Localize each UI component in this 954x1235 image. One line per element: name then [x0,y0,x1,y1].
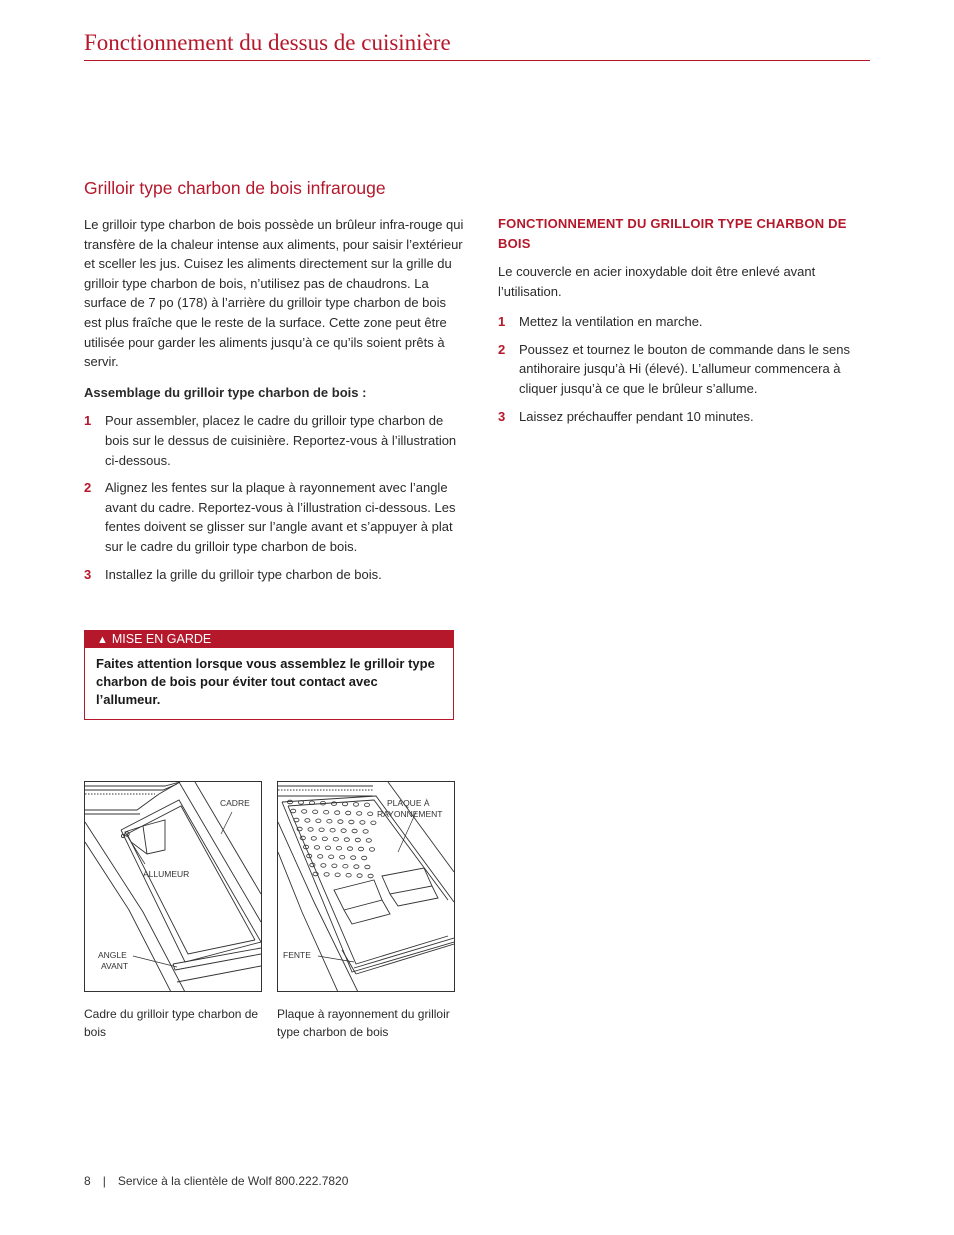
plate-hole [363,830,368,834]
plate-hole [313,810,318,814]
title-rule [84,60,870,61]
plate-hole [346,811,351,815]
step-number: 1 [84,413,92,429]
plate-hole [341,829,346,833]
plate-hole [305,819,310,823]
plate-hole [308,828,313,832]
plate-hole [318,855,323,859]
operation-intro: Le couvercle en acier inoxydable doit être enlevé avant l’utilisation. [498,264,816,299]
step-text: Laissez préchauffer pendant 10 minutes. [519,408,754,424]
plate-drawing [278,782,454,991]
plate-hole [291,809,296,813]
plate-hole [355,838,360,842]
plate-hole [349,820,354,824]
footer-text: Service à la clientèle de Wolf 800.222.7820 [117,1174,349,1188]
left-column [84,215,466,592]
plate-hole [353,803,358,807]
step-number: 1 [498,314,506,330]
label-avant: AVANT [101,961,129,971]
right-column [498,214,870,434]
warning-label: MISE EN GARDE [111,632,212,646]
plate-hole [364,803,369,807]
plate-hole [346,873,351,877]
plate-hole [352,829,357,833]
step-number: 2 [498,341,506,357]
plate-hole [362,856,367,860]
plate-hole [321,864,326,868]
plate-hole [324,873,329,877]
label-plaque: PLAQUE À [387,798,430,808]
operation-heading: FONCTIONNEMENT DU GRILLOIR TYPE CHARBON DE BOIS [498,216,847,251]
step-text: Poussez et tournez le bouton de commande dans le sens antihoraire jusqu’à Hi (élevé). L’allumeur commencera à cliquer jusqu’à ce que le brûleur s’allume. [519,341,850,396]
list-item [84,411,466,470]
plate-hole [335,873,340,877]
plate-hole [332,864,337,868]
step-text: Pour assembler, placez le cadre du grilloir type charbon de bois sur le dessus de cuisinière. Reportez-vous à l’illustration ci-dessous. [105,413,457,468]
plate-hole [338,820,343,824]
plate-hole [351,856,356,860]
page-footer [84,1174,348,1188]
label-cadre: CADRE [220,798,250,808]
step-text: Installez la grille du grilloir type charbon de bois. [105,566,382,582]
plate-hole [335,811,340,815]
assembly-heading: Assemblage du grilloir type charbon de bois : [84,384,367,400]
plate-hole [365,865,370,869]
warning-box [84,630,454,720]
list-item [84,565,466,585]
plate-hole [368,812,373,816]
plate-hole [294,818,299,822]
plate-hole [302,810,307,814]
page-title: Fonctionnement du dessus de cuisinière [84,30,451,55]
warning-header [85,631,453,648]
frame-illustration [84,781,262,992]
plate-hole [358,847,363,851]
plate-hole [314,846,319,850]
plate-hole [324,810,329,814]
label-angle: ANGLE [98,950,127,960]
operation-steps [498,312,870,426]
plate-hole [336,846,341,850]
plate-hole [327,819,332,823]
step-number: 2 [84,480,92,496]
plate-hole [344,838,349,842]
page-number: 8 [84,1174,91,1188]
list-item [84,478,466,556]
list-item [498,312,870,332]
step-number: 3 [498,408,506,424]
plate-hole [311,837,316,841]
plate-hole [369,848,374,852]
plate-hole [316,819,321,823]
plate-hole [322,837,327,841]
warning-icon: ▲ [97,634,108,646]
plate-hole [357,874,362,878]
step-text: Mettez la ventilation en marche. [519,314,703,330]
plate-hole [371,821,376,825]
plate-hole [330,828,335,832]
plate-hole [366,839,371,843]
plate-hole [325,846,330,850]
list-item [498,340,870,399]
frame-caption: Cadre du grilloir type charbon de bois [84,1007,259,1039]
plate-hole [347,847,352,851]
plate-hole [360,821,365,825]
plate-illustration [277,781,455,992]
plate-caption: Plaque à rayonnement du grilloir type charbon de bois [277,1007,450,1039]
plate-hole [354,865,359,869]
assembly-steps [84,411,466,584]
plate-hole [343,864,348,868]
plate-hole [329,855,334,859]
plate-hole [357,812,362,816]
plate-hole-grid [287,800,376,878]
warning-text: Faites attention lorsque vous assemblez le grilloir type charbon de bois pour éviter tout contact avec l’allumeur. [96,656,435,707]
label-allumeur: ALLUMEUR [143,869,190,879]
plate-hole [340,855,345,859]
list-item [498,407,870,427]
plate-hole [333,837,338,841]
label-fente: FENTE [283,950,311,960]
plate-hole [342,802,347,806]
plate-hole [368,874,373,878]
footer-separator: | [102,1174,106,1188]
step-number: 3 [84,566,92,582]
frame-drawing [85,782,261,991]
plate-hole [319,828,324,832]
step-text: Alignez les fentes sur la plaque à rayonnement avec l’angle avant du cadre. Reportez-vous à l’illustration ci-dessous. Les fentes doivent se glisser sur l’angle avant et s’appuyer à plat sur le cadre du grilloir type charbon de bois. [105,480,456,554]
label-rayonnement: RAYONNEMENT [377,809,443,819]
section-heading: Grilloir type charbon de bois infrarouge [84,178,386,198]
intro-paragraph: Le grilloir type charbon de bois possède un brûleur infra-rouge qui transfère de la chaleur intense aux aliments, pour saisir l’extérieur et sceller les jus. Cuisez les aliments directement sur la grille du grilloir type charbon de bois, n’utilisez pas de chaudrons. La surface de 7 po (178) à l’arrière du grilloir type charbon de bois est plus fraîche que le reste de la surface. Cette zone peut être utilisée pour garder les aliments jusqu’à ce qu’ils soient prêts à servir. [84,217,464,370]
